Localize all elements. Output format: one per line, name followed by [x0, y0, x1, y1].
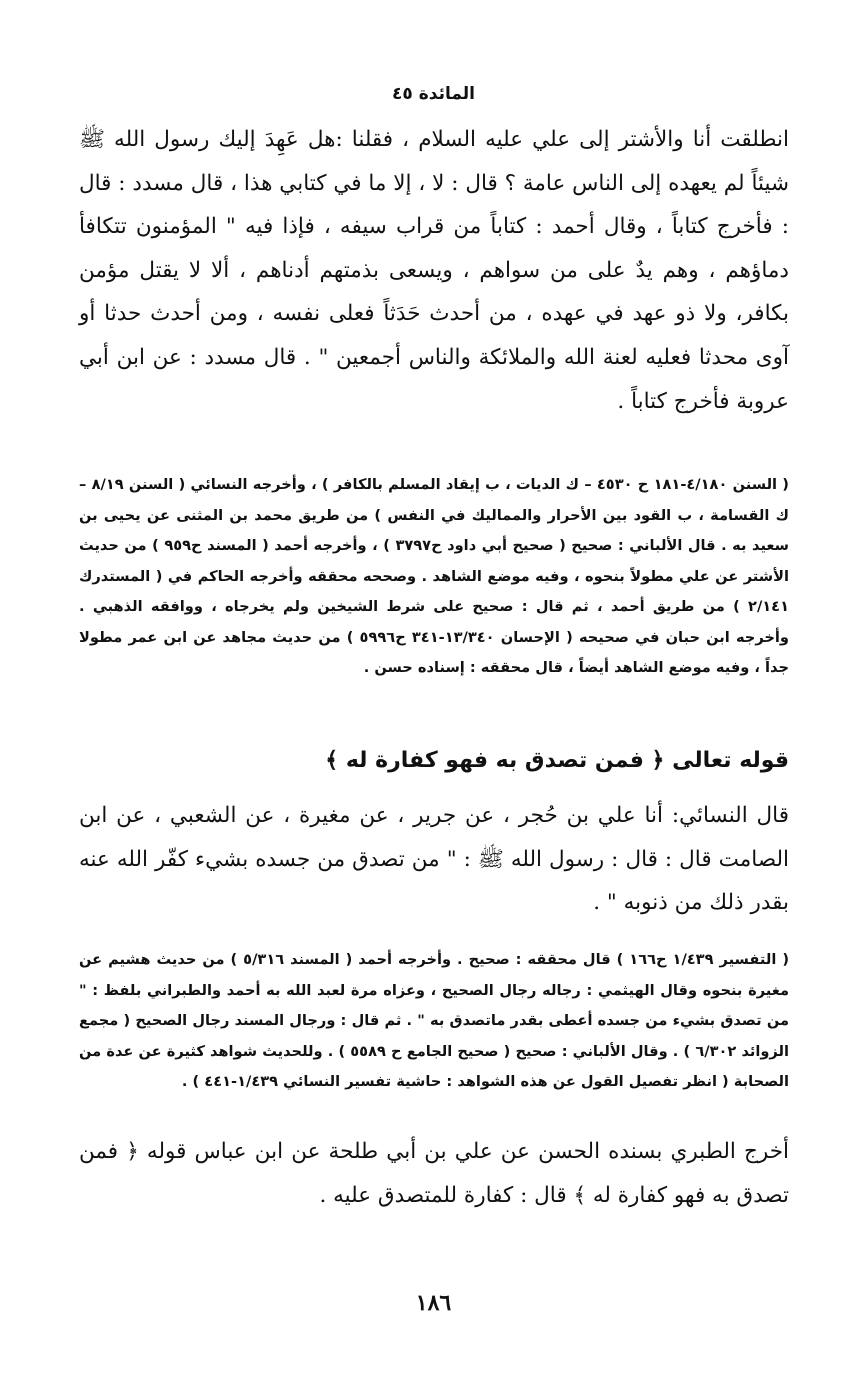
running-header: المائدة ٤٥: [392, 84, 475, 104]
main-text-hadith: انطلقت أنا والأشتر إلى علي عليه السلام ، فقلنا :هل عَهِدَ إليك رسول الله ﷺ شيئاً لم يعهده إلى الناس عامة ؟ قال : لا ، إلا ما في كتابي هذا ، قال مسدد : قال : فأخرج كتاباً ، وقال أحمد : كتاباً من قراب سيفه ، فإذا فيه " المؤمنون تتكافأ دماؤهم ، وهم يدٌ على من سواهم ، ويسعى بذمتهم أدناهم ، ألا لا يقتل مؤمن بكافر، ولا ذو عهد في عهده ، من أحدث حَدَثاً فعلى نفسه ، ومن أحدث حدثا أو آوى محدثا فعليه لعنة الله والملائكة والناس أجمعين " . قال مسدد : عن ابن أبي عروبة فأخرج كتاباً .: [79, 127, 789, 414]
footnote-takhrij-2: ( التفسير ١/٤٣٩ ح١٦٦ ) قال محققه : صحيح . وأخرجه أحمد ( المسند ٥/٣١٦ ) من حديث هشيم عن مغيرة بنحوه وقال الهيثمي : رجاله رجال الصحيح ، وعزاه مرة لعبد الله به أحمد والطبراني بلفظ : " من تصدق بشيء من جسده أعطى بقدر ماتصدق به " . ثم قال : ورجال المسند رجال الصحيح ( مجمع الزوائد ٦/٣٠٢ ) . وقال الألباني : صحيح ( صحيح الجامع ح ٥٥٨٩ ) . وللحديث شواهد كثيرة عن عدة من الصحابة ( انظر تفصيل القول عن هذه الشواهد : حاشية تفسير النسائي ١/٤٣٩-٤٤١ ) .: [79, 951, 789, 1090]
page-number: ١٨٦: [415, 1290, 452, 1316]
verse-heading: قوله تعالى ﴿ فمن تصدق به فهو كفارة له ﴾: [325, 748, 789, 773]
footnote-takhrij-1: ( السنن ٤/١٨٠-١٨١ ح ٤٥٣٠ – ك الديات ، ب إيقاد المسلم بالكافر ) ، وأخرجه النسائي ( السنن ٨/١٩ – ك القسامة ، ب القود بين الأحرار والمماليك في النفس ) من طريق محمد بن المثنى عن يحيى بن سعيد به . قال الألباني : صحيح ( صحيح أبي داود ح٣٧٩٧ ) ، وأخرجه أحمد ( المسند ح٩٥٩ ) من حديث الأشتر عن علي مطولاً بنحوه ، وفيه موضع الشاهد . وصححه محققه وأخرجه الحاكم في ( المستدرك ٢/١٤١ ) من طريق أحمد ، ثم قال : صحيح على شرط الشيخين ولم يخرجاه ، ووافقه الذهبي . وأخرجه ابن حبان في صحيحه ( الإحسان ١٣/٣٤٠-٣٤١ ح٥٩٩٦ ) من حديث مجاهد عن ابن عمر مطولا جداً ، وفيه موضع الشاهد أيضاً ، قال محققه : إسناده حسن .: [79, 476, 789, 676]
main-text-tabari: أخرج الطبري بسنده الحسن عن علي بن أبي طلحة عن ابن عباس قوله ﴿ فمن تصدق به فهو كفارة له ﴾ قال : كفارة للمتصدق عليه .: [79, 1139, 789, 1208]
main-text-nasai: قال النسائي: أنا علي بن حُجر ، عن جرير ، عن مغيرة ، عن الشعبي ، عن ابن الصامت قال : قال : رسول الله ﷺ : " من تصدق من جسده بشيء كفّر الله عنه بقدر ذلك من ذنوبه " .: [79, 803, 789, 916]
